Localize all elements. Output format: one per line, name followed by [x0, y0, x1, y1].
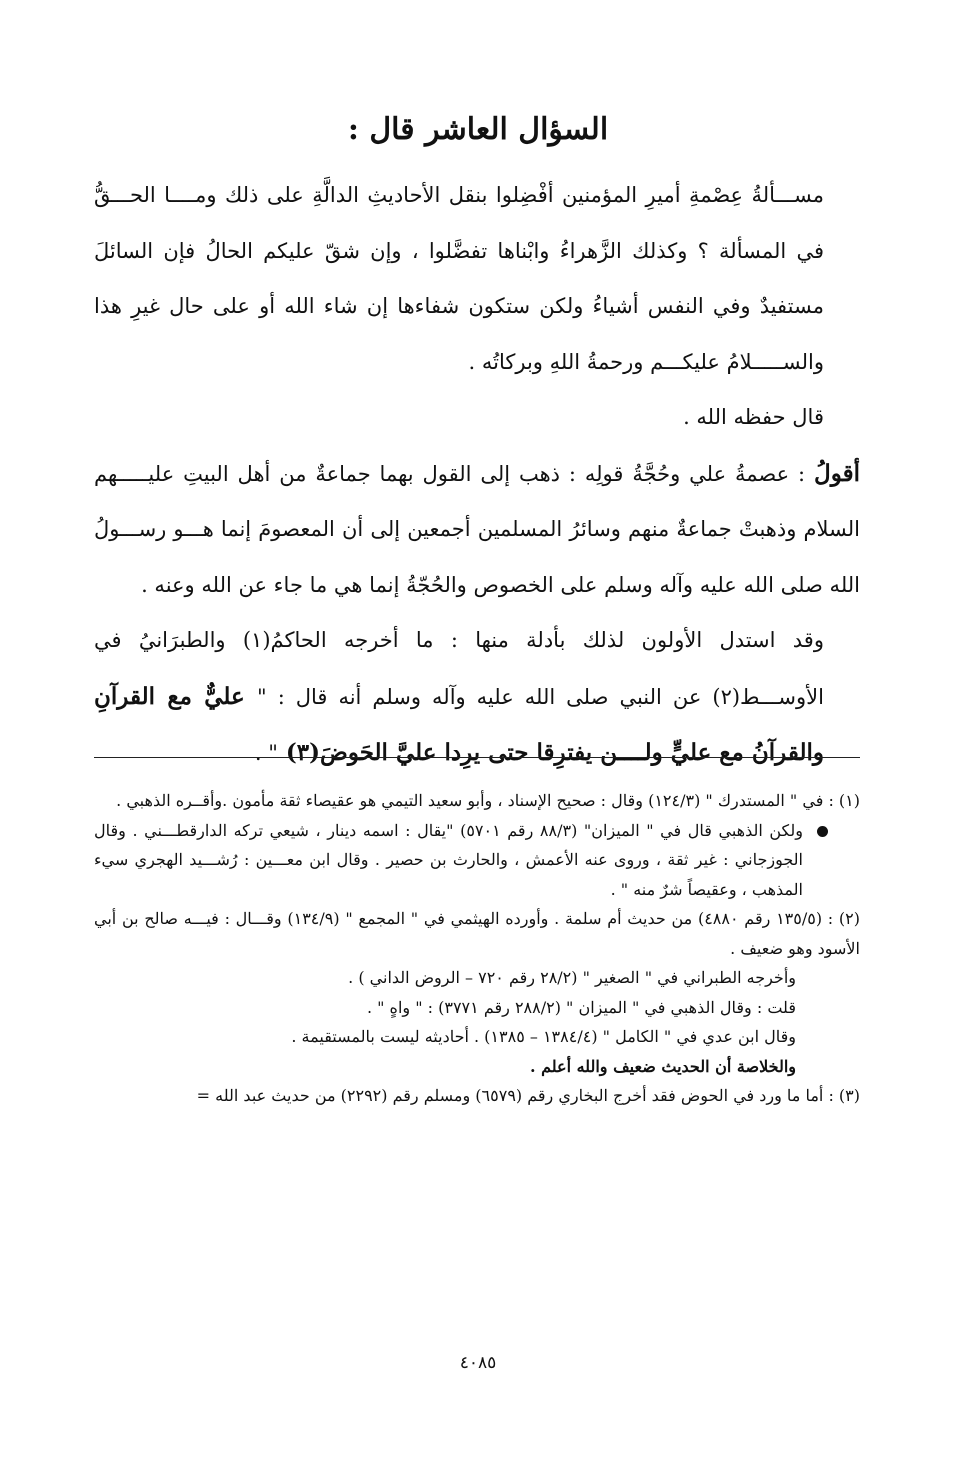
- footnote-2-line-b: قلت : وقال الذهبي في " الميزان " (٢٨٨/٢ رقم ٣٧٧١) : " واهٍ " .: [366, 997, 796, 1017]
- evidence-end: " .: [254, 741, 278, 765]
- bullet-icon: [817, 826, 828, 837]
- footnotes: [94, 786, 860, 1111]
- footnote-2: (٢) : (١٣٥/٥ رقم ٤٨٨٠) من حديث أم سلمة . وأورده الهيثمي في " المجمع " (١٣٤/٩) وقـــال : فيـــه صالح بن أبي الأسود وهو ضعيف .: [94, 909, 861, 958]
- footnote-divider: [94, 757, 860, 758]
- answer-paragraph: [94, 446, 860, 614]
- footnote-1-bullet-item: [94, 816, 860, 905]
- section-title: السؤال العاشر قال :: [347, 112, 609, 147]
- answer-lead: أقولُ: [814, 459, 860, 487]
- evidence-text: وقد استدل الأولون لذلك بأدلة منها : ما أخرجه الحاكمُ(١) والطبرَانيُ في الأوســـط(٢) عن النبي صلى الله عليه وآله وسلم أنه قال : ": [94, 628, 824, 709]
- footnote-2-line-a: وأخرجه الطبراني في " الصغير " (٢٨/٢ رقم ٧٢٠ – الروض الداني ) .: [348, 968, 796, 987]
- page-number: ٤٠٨٥: [459, 1353, 497, 1373]
- footnote-2-line-c: وقال ابن عدي في " الكامل " (١٣٨٤/٤ – ١٣٨٥) . أحاديثه ليست بالمستقيمة .: [291, 1027, 796, 1046]
- hadith-text: عليٌّ مع القرآنِ والقرآنُ مع عليٍّ ولــــن يفترِقا حتى يرِدا عليَّ الحَوضَ(٣): [94, 682, 824, 766]
- said-paragraph: قال حفظه الله .: [683, 405, 824, 429]
- answer-text: : عصمةُ علي وحُجَّةُ قولِه : ذهب إلى القول بهما جماعةٌ من أهل البيتِ عليـــــهم السلام وذهبتْ جماعةٌ منهم وسائرُ المسلمين أجمعين إلى أن المعصومَ إنما هـــو رســـولُ الله صلى الله عليه وآله وسلم على الخصوص والحُجّةُ إنما هي ما جاء عن الله وعنه .: [94, 461, 860, 597]
- footnote-1: (١) : في " المستدرك " (١٢٤/٣) وقال : صحيح الإسناد ، وأبو سعيد التيمي هو عقيصاء ثقة مأمون .وأقــره الذهبي .: [116, 791, 860, 810]
- question-paragraph: مســـألةُ عِصْمةِ أميرِ المؤمنين أفْضِلوا بنقل الأحاديثِ الدالَّةِ على ذلك ومــــا الحـــقُّ في المسألة ؟ وكذلك الزَّهراءُ وابْناها تفضَّلوا ، وإن شقّ عليكم الحالُ فإن السائلَ مستفيدٌ وفي النفس أشياءُ ولكن ستكون شفاءها إن شاء الله أو على حال غيرِ هذا والســـــلامُ عليكـــم ورحمةُ اللهِ وبركاتُه .: [94, 183, 824, 374]
- footnote-1-bullet-text: ولكن الذهبي قال في " الميزان" (٨٨/٣ رقم ٥٧٠١) "يقال : اسمه دينار ، شيعي تركه الدارقطـــني . وقال الجوزجاني : غير ثقة ، وروى عنه الأعمش ، والحارث بن حصير . وقال ابن معـــين : رُشـــيد الهجري سيء المذهب ، وعقيصاً شرٌ منه " .: [94, 820, 803, 899]
- footnote-3: (٣) : أما ما ورد في الحوض فقد أخرج البخاري رقم (٦٥٧٩) ومسلم رقم (٢٢٩٢) من حديث عبد الله =: [196, 1086, 860, 1105]
- footnote-2-conclusion: والخلاصة أن الحديث ضعيف والله أعلم .: [529, 1056, 796, 1076]
- main-text: [94, 168, 860, 782]
